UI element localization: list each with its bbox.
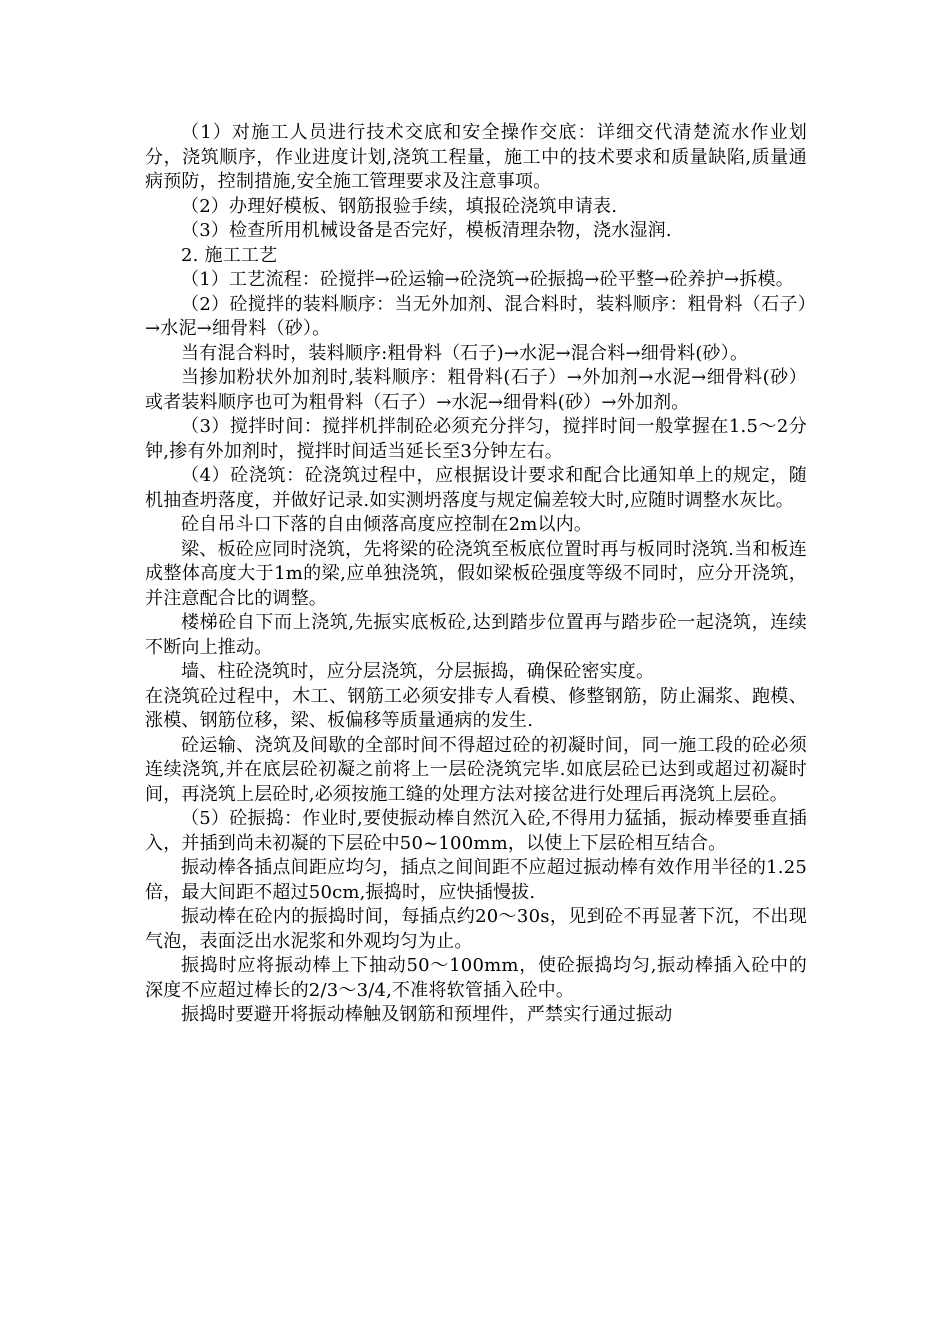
paragraph-6: （2）砼搅拌的装料顺序：当无外加剂、混合料时，装料顺序：粗骨料（石子）→水泥→细骨料（砂）。 xyxy=(145,293,807,339)
paragraph-1: （1）对施工人员进行技术交底和安全操作交底：详细交代清楚流水作业划分，浇筑顺序，作业进度计划,浇筑工程量，施工中的技术要求和质量缺陷,质量通病预防，控制措施,安全施工管理要求及注意事项。 xyxy=(145,122,807,192)
paragraph-13: 楼梯砼自下而上浇筑,先振实底板砼,达到踏步位置再与踏步砼一起浇筑，连续不断向上推动。 xyxy=(145,612,807,658)
paragraph-5: （1）工艺流程：砼搅拌→砼运输→砼浇筑→砼振捣→砼平整→砼养护→拆模。 xyxy=(181,269,794,290)
document-page xyxy=(145,121,807,1028)
section-heading: 2. 施工工艺 xyxy=(181,244,278,266)
paragraph-3: （3）检查所用机械设备是否完好，模板清理杂物，浇水湿润. xyxy=(181,220,672,241)
paragraph-18: 振动棒各插点间距应均匀，插点之间间距不应超过振动棒有效作用半径的1.25倍，最大间距不超过50cm,振捣时，应快插慢拔. xyxy=(145,857,807,903)
paragraph-8: 当掺加粉状外加剂时,装料顺序：粗骨料(石子）→外加剂→水泥→细骨料(砂）或者装料顺序也可为粗骨料（石子）→水泥→细骨料(砂）→外加剂。 xyxy=(145,367,807,413)
paragraph-14: 墙、柱砼浇筑时，应分层浇筑，分层振捣，确保砼密实度。 xyxy=(181,661,655,682)
paragraph-12: 梁、板砼应同时浇筑，先将梁的砼浇筑至板底位置时再与板同时浇筑.当和板连成整体高度大于1m的梁,应单独浇筑，假如梁板砼强度等级不同时，应分开浇筑，并注意配合比的调整。 xyxy=(145,538,807,609)
paragraph-15: 在浇筑砼过程中，木工、钢筋工必须安排专人看模、修整钢筋，防止漏浆、跑模、涨模、钢筋位移，梁、板偏移等质量通病的发生. xyxy=(145,685,807,731)
paragraph-17: （5）砼振捣：作业时,要使振动棒自然沉入砼,不得用力猛插，振动棒要垂直插入，并插到尚未初凝的下层砼中50~100mm，以使上下层砼相互结合。 xyxy=(145,808,807,854)
paragraph-11: 砼自吊斗口下落的自由倾落高度应控制在2m以内。 xyxy=(181,514,593,535)
paragraph-10: （4）砼浇筑：砼浇筑过程中，应根据设计要求和配合比通知单上的规定，随机抽查坍落度，并做好记录.如实测坍落度与规定偏差较大时,应随时调整水灰比。 xyxy=(145,465,807,511)
paragraph-20: 振捣时应将振动棒上下抽动50～100mm，使砼振捣均匀,振动棒插入砼中的深度不应超过棒长的2/3～3/4,不准将软管插入砼中。 xyxy=(145,955,807,1001)
paragraph-21: 振捣时要避开将振动棒触及钢筋和预埋件，严禁实行通过振动 xyxy=(181,1004,673,1025)
paragraph-7: 当有混合料时，装料顺序:粗骨料（石子)→水泥→混合料→细骨料(砂）。 xyxy=(181,342,749,364)
paragraph-2: （2）办理好模板、钢筋报验手续，填报砼浇筑申请表. xyxy=(181,195,618,217)
paragraph-16: 砼运输、浇筑及间歇的全部时间不得超过砼的初凝时间，同一施工段的砼必须连续浇筑,并在底层砼初凝之前将上一层砼浇筑完毕.如底层砼已达到或超过初凝时间，再浇筑上层砼时,必须按施工缝的处理方法对接岔进行处理后再浇筑上层砼。 xyxy=(145,734,807,805)
paragraph-9: （3）搅拌时间：搅拌机拌制砼必须充分拌匀，搅拌时间一般掌握在1.5～2分钟,掺有外加剂时，搅拌时间适当延长至3分钟左右。 xyxy=(145,416,807,462)
paragraph-19: 振动棒在砼内的振捣时间，每插点约20～30s，见到砼不再显著下沉，不出现气泡，表面泛出水泥浆和外观均匀为止。 xyxy=(145,906,807,952)
